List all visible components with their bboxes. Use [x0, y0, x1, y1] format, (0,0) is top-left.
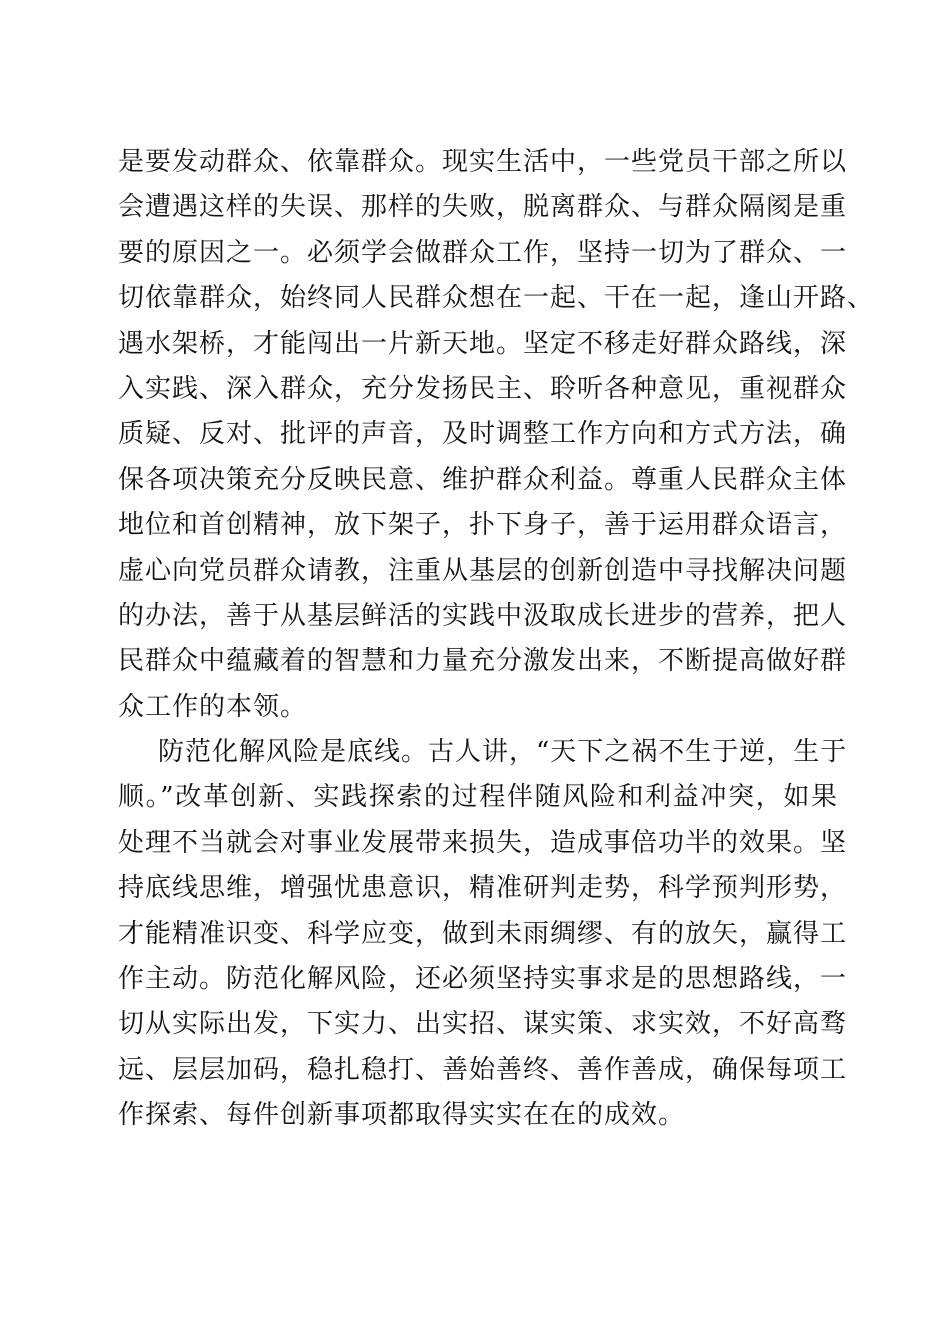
text-line: 远、层层加码，稳扎稳打、善始善终、善作善成，确保每项工	[118, 1054, 848, 1085]
text-line: 切从实际出发，下实力、出实招、谋实策、求实效，不好高骛	[118, 1009, 848, 1040]
text-line: 要的原因之一。必须学会做群众工作，坚持一切为了群众、一	[118, 237, 848, 268]
text-line: 入实践、深入群众，充分发扬民主、聆听各种意见，重视群众	[118, 373, 848, 404]
text-line: 的办法，善于从基层鲜活的实践中汲取成长进步的营养，把人	[118, 600, 848, 631]
text-line: 是要发动群众、依靠群众。现实生活中，一些党员干部之所以	[118, 147, 848, 177]
text-line: 作探索、每件创新事项都取得实实在在的成效。	[118, 1100, 686, 1131]
text-line: 民群众中蕴藏着的智慧和力量充分激发出来，不断提高做好群	[118, 646, 848, 677]
text-line: 遇水架桥，才能闯出一片新天地。坚定不移走好群众路线，深	[118, 328, 848, 359]
document-body	[118, 140, 875, 1139]
paragraph-mass-line	[118, 140, 875, 730]
text-line: 质疑、反对、批评的声音，及时调整工作方向和方式方法，确	[118, 419, 848, 450]
text-line: 众工作的本领。	[118, 691, 308, 722]
text-line: 处理不当就会对事业发展带来损失，造成事倍功半的效果。坚	[118, 827, 848, 858]
text-line: 防范化解风险是底线。古人讲，“天下之祸不生于逆，生于	[158, 737, 848, 768]
text-line: 虚心向党员群众请教，注重从基层的创新创造中寻找解决问题	[118, 555, 848, 586]
text-line: 顺。”改革创新、实践探索的过程伴随风险和利益冲突，如果	[118, 782, 838, 813]
text-line: 保各项决策充分反映民意、维护群众利益。尊重人民群众主体	[118, 464, 848, 495]
text-line: 切依靠群众，始终同人民群众想在一起、干在一起，逢山开路、	[118, 283, 875, 314]
text-line: 持底线思维，增强忧患意识，精准研判走势，科学预判形势，	[118, 873, 848, 904]
text-line: 才能精准识变、科学应变，做到未雨绸缪、有的放矢，赢得工	[118, 918, 848, 949]
paragraph-risk-prevention	[118, 730, 848, 1139]
text-line: 地位和首创精神，放下架子，扑下身子，善于运用群众语言，	[118, 510, 848, 541]
text-line: 会遭遇这样的失误、那样的失败，脱离群众、与群众隔阂是重	[118, 192, 848, 223]
text-line: 作主动。防范化解风险，还必须坚持实事求是的思想路线，一	[118, 964, 848, 995]
